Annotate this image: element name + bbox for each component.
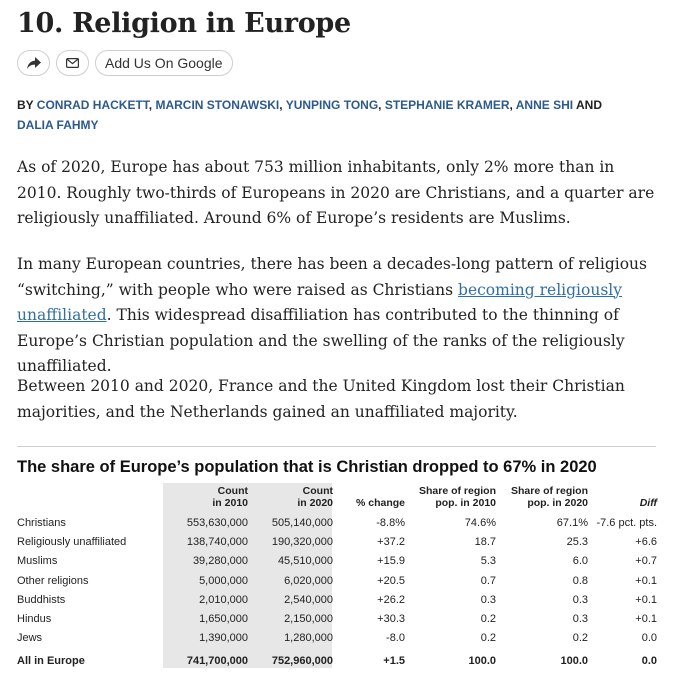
cell-share-2010: 18.7 [474, 535, 496, 548]
table-row [17, 532, 657, 551]
cell-share-2020: 25.3 [566, 535, 588, 548]
cell-change: +26.2 [377, 593, 405, 606]
table-row [17, 609, 657, 628]
cell-share-2010: 100.0 [468, 655, 496, 668]
table-total-row [17, 648, 657, 667]
author-link[interactable]: DALIA FAHMY [17, 118, 99, 132]
paragraph-text: In many European countries, there has been a decades-long pattern of religious “switching,” with people who were raised as Christians [17, 255, 647, 299]
column-header-group [17, 483, 163, 513]
cell-share-2020: 0.3 [572, 593, 588, 606]
cell-change: +1.5 [383, 655, 405, 668]
table-row [17, 552, 657, 571]
religiously-unaffiliated-link[interactable]: becoming religiously unaffiliated [17, 280, 622, 324]
paragraph [17, 252, 655, 380]
cell-share-2010: 0.2 [480, 632, 496, 645]
cell-share-2020: 6.0 [572, 555, 588, 568]
cell-count-2010: 39,280,000 [192, 555, 248, 568]
cell-diff: 0.0 [641, 632, 657, 645]
cell-diff: +0.7 [635, 555, 657, 568]
paragraph: As of 2020, Europe has about 753 million inhabitants, only 2% more than in 2010. Roughly two-thirds of Europeans in 2020 are Christians, and a quarter are religiously unaffiliated. Around 6% of Europe’s residents are Muslims. [17, 158, 655, 227]
paragraph-text: . This widespread disaffiliation has contributed to the thinning of Europe’s Christian population and the swelling of the ranks of the religiously unaffiliated. [17, 306, 625, 375]
table-row [17, 629, 657, 648]
table-row [17, 590, 657, 609]
table-row [17, 571, 657, 590]
cell-group: Religiously unaffiliated [17, 535, 127, 548]
author-link[interactable]: MARCIN STONAWSKI [155, 98, 280, 112]
cell-share-2020: 67.1% [556, 516, 588, 529]
column-header-share-2020: Share of region pop. in 2020 [510, 485, 588, 509]
cell-group: Muslims [17, 555, 58, 568]
table-row [17, 513, 657, 532]
share-button[interactable] [17, 50, 50, 76]
cell-count-2010: 553,630,000 [186, 516, 248, 529]
cell-diff: +0.1 [635, 574, 657, 587]
cell-group: Other religions [17, 574, 89, 587]
cell-diff: -7.6 pct. pts. [596, 516, 657, 529]
share-arrow-icon [27, 57, 41, 69]
cell-group: Jews [17, 632, 43, 645]
add-us-on-google-button[interactable]: Add Us On Google [95, 50, 233, 76]
cell-group: Christians [17, 516, 66, 529]
cell-count-2010: 741,700,000 [186, 655, 248, 668]
cell-count-2020: 2,540,000 [284, 593, 333, 606]
cell-group: Buddhists [17, 593, 66, 606]
byline-and: AND [576, 98, 602, 112]
cell-share-2010: 0.2 [480, 613, 496, 626]
cell-count-2010: 2,010,000 [199, 593, 248, 606]
author-link[interactable]: CONRAD HACKETT [36, 98, 149, 112]
byline-prefix: BY [17, 98, 34, 112]
column-header-count-2020: Count in 2020 [297, 485, 333, 509]
cell-count-2010: 1,650,000 [199, 613, 248, 626]
cell-diff: 0.0 [641, 655, 657, 668]
cell-change: +37.2 [377, 535, 405, 548]
column-header-share-2010: Share of region pop. in 2010 [418, 485, 496, 509]
cell-diff: +6.6 [635, 535, 657, 548]
cell-group: All in Europe [17, 655, 85, 668]
column-header-change: % change [355, 497, 405, 509]
paragraph: Between 2010 and 2020, France and the United Kingdom lost their Christian majorities, and the Netherlands gained an unaffiliated majority. [17, 377, 625, 421]
cell-change: -8.8% [376, 516, 405, 529]
author-link[interactable]: YUNPING TONG [285, 98, 379, 112]
table-title: The share of Europe’s population that is Christian dropped to 67% in 2020 [17, 458, 597, 476]
envelope-icon [66, 58, 79, 68]
cell-count-2010: 1,390,000 [199, 632, 248, 645]
cell-count-2020: 6,020,000 [284, 574, 333, 587]
column-header-count-2010: Count in 2010 [212, 485, 248, 509]
cell-count-2010: 5,000,000 [199, 574, 248, 587]
byline: BY CONRAD HACKETT, MARCIN STONAWSKI, YUNPING TONG, STEPHANIE KRAMER, ANNE SHI AND DALIA FAHMY [17, 98, 602, 132]
cell-change: +20.5 [377, 574, 405, 587]
cell-share-2020: 0.3 [572, 613, 588, 626]
cell-change: +15.9 [377, 555, 405, 568]
table-header-row [17, 483, 657, 513]
author-link[interactable]: STEPHANIE KRAMER [384, 98, 510, 112]
cell-share-2010: 5.3 [480, 555, 496, 568]
cell-count-2020: 752,960,000 [271, 655, 333, 668]
cell-share-2020: 0.8 [572, 574, 588, 587]
action-bar [17, 50, 233, 76]
religion-table [17, 483, 657, 667]
divider [17, 446, 656, 447]
cell-count-2020: 45,510,000 [277, 555, 333, 568]
cell-count-2020: 190,320,000 [271, 535, 333, 548]
cell-share-2010: 74.6% [464, 516, 496, 529]
cell-count-2010: 138,740,000 [186, 535, 248, 548]
cell-group: Hindus [17, 613, 52, 626]
cell-count-2020: 2,150,000 [284, 613, 333, 626]
email-button[interactable] [56, 50, 89, 76]
cell-change: -8.0 [386, 632, 405, 645]
cell-share-2010: 0.3 [480, 593, 496, 606]
cell-count-2020: 505,140,000 [271, 516, 333, 529]
cell-diff: +0.1 [635, 613, 657, 626]
cell-share-2020: 100.0 [560, 655, 588, 668]
cell-share-2010: 0.7 [480, 574, 496, 587]
cell-share-2020: 0.2 [572, 632, 588, 645]
author-link[interactable]: ANNE SHI [515, 98, 574, 112]
column-header-diff: Diff [639, 497, 657, 509]
cell-change: +30.3 [377, 613, 405, 626]
cell-count-2020: 1,280,000 [284, 632, 333, 645]
article-title: 10. Religion in Europe [17, 8, 351, 39]
cell-diff: +0.1 [635, 593, 657, 606]
